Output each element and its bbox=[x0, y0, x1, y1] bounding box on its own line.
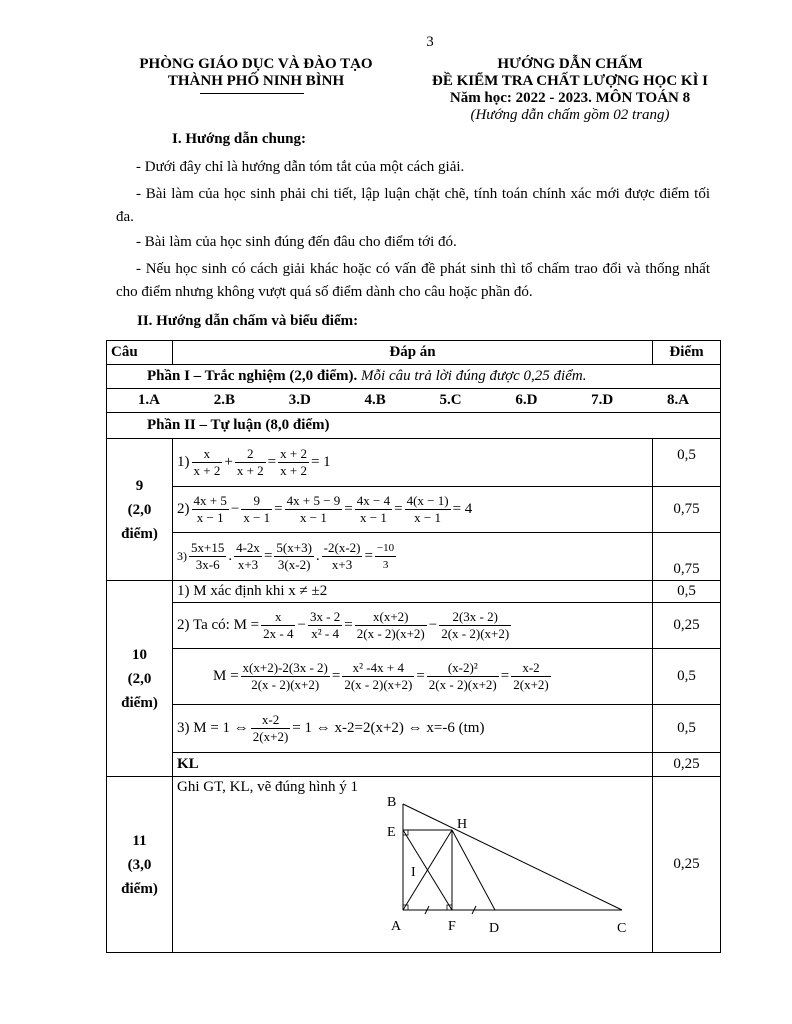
numerator: x bbox=[192, 446, 223, 463]
q9-s2-score: 0,75 bbox=[653, 487, 721, 533]
q9-s3-frac-a bbox=[189, 540, 226, 573]
head-dapan: Đáp án bbox=[173, 341, 653, 365]
part2-title: Phần II – Tự luận (8,0 điểm) bbox=[107, 413, 721, 439]
header-left-line2: THÀNH PHỐ NINH BÌNH bbox=[167, 73, 345, 89]
denominator: x − 1 bbox=[360, 510, 387, 525]
q9-s2: 2) $\frac{4x + 5}{x - 1}$ − $\frac{9}{x - 1}$ = $\frac{4x + 5 - 9}{x - 1}$ = $\frac{4x - 4}{x - 1}$ = $\frac{4(x - 1)}{x - 1}$ = 4 bbox=[173, 487, 653, 533]
segment-hd bbox=[452, 830, 495, 910]
denominator: 2(x - 2)(x+2) bbox=[441, 626, 510, 641]
q10-s3-frac-b bbox=[342, 660, 414, 693]
q10-s2-score: 0,25 bbox=[653, 603, 721, 649]
q10-s4-tail: = 1 ⇔ x-2=2(x+2) ⇔ x=-6 (tm) bbox=[292, 719, 485, 736]
q9-cau-cell bbox=[107, 439, 173, 581]
label-b: B bbox=[387, 796, 397, 810]
q9-s2-prefix: 2) bbox=[177, 500, 190, 517]
numerator: 2(3x - 2) bbox=[439, 609, 511, 626]
q9-s3-frac-b bbox=[234, 540, 262, 573]
q11-text: Ghi GT, KL, vẽ đúng hình ý 1 bbox=[177, 779, 358, 795]
answer-1: 1.A bbox=[137, 392, 160, 408]
grading-table bbox=[106, 340, 721, 953]
q10-points-unit: điểm) bbox=[121, 694, 158, 711]
q9-points-unit: điểm) bbox=[121, 525, 158, 542]
q11-points-unit: điểm) bbox=[121, 880, 158, 897]
denominator: x − 1 bbox=[196, 510, 224, 525]
q11-points: (3,0 bbox=[127, 856, 152, 873]
q10-s2-frac-d bbox=[439, 609, 511, 642]
denominator: 2x - 4 bbox=[263, 626, 294, 641]
denominator: x² - 4 bbox=[311, 626, 339, 641]
q9-s3: 3) $\frac{5x+15}{3x-6}$ . $\frac{4-2x}{x+3}$ = $\frac{5(x+3)}{3(x-2)}$ . $\frac{-2(x-2)}{x+3}$ = $\frac{-10}{3}$ bbox=[173, 533, 653, 581]
numerator: 5x+15 bbox=[191, 540, 225, 555]
numerator: x(x+2)-2(3x - 2) bbox=[242, 660, 328, 675]
q10-s4-score: 0,5 bbox=[653, 705, 721, 753]
denominator: x − 1 bbox=[300, 510, 327, 525]
numerator: 4-2x bbox=[236, 540, 260, 555]
numerator: 5(x+3) bbox=[276, 540, 312, 555]
q9-s3-prefix: 3) bbox=[177, 548, 187, 563]
section1-p4: - Nếu học sinh có cách giải khác hoặc có vấn đề phát sinh thì tổ chấm trao đổi và thống nhất cho điểm nhưng không vượt quá số điểm dành cho câu hoặc phần đó. bbox=[116, 261, 710, 300]
q10-s2-frac-c bbox=[355, 609, 427, 642]
denominator: 2(x - 2)(x+2) bbox=[251, 677, 320, 692]
q9-s2-frac-e bbox=[405, 493, 451, 526]
q9-s1-result: = 1 bbox=[310, 453, 331, 470]
q10-s4-frac-a bbox=[251, 712, 291, 745]
q10-conclusion: KL bbox=[173, 753, 653, 777]
q9-number: 9 bbox=[135, 477, 144, 494]
numerator: x(x+2) bbox=[355, 609, 427, 626]
q9-s2-frac-b bbox=[241, 493, 272, 526]
part1-row bbox=[107, 365, 721, 389]
header-left-underline bbox=[200, 93, 304, 94]
q11-cau-cell bbox=[107, 777, 173, 953]
label-h: H bbox=[457, 817, 468, 832]
header-right-line2: ĐỀ KIỂM TRA CHẤT LƯỢNG HỌC KÌ I bbox=[431, 73, 708, 89]
head-diem: Điểm bbox=[653, 341, 721, 365]
numerator: x + 2 bbox=[280, 446, 307, 461]
q10-s2-prefix: 2) Ta có: M = bbox=[177, 616, 260, 633]
section1-title: I. Hướng dẫn chung: bbox=[172, 131, 307, 147]
q10-s3-frac-c bbox=[427, 660, 499, 693]
q10-s4 bbox=[173, 705, 653, 753]
header-right-line1: HƯỚNG DẪN CHẤM bbox=[497, 56, 643, 72]
label-f: F bbox=[448, 919, 456, 934]
part1-note: Mỗi câu trả lời đúng được 0,25 điểm. bbox=[361, 368, 587, 384]
numerator: x-2 bbox=[251, 712, 291, 729]
denominator: x − 1 bbox=[243, 510, 271, 525]
header-left bbox=[116, 56, 396, 90]
header-left-line1: PHÒNG GIÁO DỤC VÀ ĐÀO TẠO bbox=[139, 56, 373, 72]
answer-8: 8.A bbox=[667, 392, 690, 408]
q9-s2-frac-a bbox=[192, 493, 229, 526]
denominator: 2(x+2) bbox=[513, 677, 549, 692]
header-right-line4: (Hướng dẫn chấm gồm 02 trang) bbox=[470, 107, 670, 123]
part1-title: Phần I – Trắc nghiệm (2,0 điểm). bbox=[147, 368, 358, 384]
q10-s2: 2) Ta có: M = $\frac{x}{2x - 4}$ − $\frac{3x - 2}{\text{x² - 4}}$ = $\frac{x(x+2)}{2(x - 2)(x+2)}$ − $\frac{2(3x - 2)}{2(x - 2)(x+2)}$ bbox=[173, 603, 653, 649]
numerator: -2(x-2) bbox=[323, 540, 361, 555]
head-cau: Câu bbox=[107, 341, 173, 365]
q9-s1-prefix: 1) bbox=[177, 453, 190, 470]
q10-number: 10 bbox=[132, 646, 147, 663]
q9-s3-score: 0,75 bbox=[653, 533, 721, 581]
q9-s1: 1) $\frac{x}{x + 2}$ + $\frac{2}{x + 2}$ = $\frac{x + 2}{x + 2}$ = 1 bbox=[173, 439, 653, 487]
q9-s3-frac-d bbox=[322, 540, 363, 573]
label-i: I bbox=[411, 865, 416, 880]
numerator: 2 bbox=[235, 446, 266, 463]
denominator: 2(x - 2)(x+2) bbox=[428, 677, 497, 692]
answer-7: 7.D bbox=[591, 392, 614, 408]
numerator: (x-2)² bbox=[427, 660, 499, 677]
q11-content bbox=[173, 777, 653, 953]
denominator: x + 2 bbox=[193, 463, 221, 478]
numerator: 4x + 5 − 9 bbox=[286, 493, 341, 508]
numerator: 3x - 2 bbox=[309, 609, 341, 624]
q9-s1-frac-c bbox=[278, 446, 309, 479]
q10-s3-score: 0,5 bbox=[653, 649, 721, 705]
q10-s4-prefix: 3) M = 1 ⇔ bbox=[177, 719, 249, 736]
numerator: x bbox=[261, 609, 295, 626]
q9-s2-result: = 4 bbox=[452, 500, 473, 517]
section1-p3: - Bài làm của học sinh đúng đến đâu cho điểm tới đó. bbox=[136, 234, 457, 250]
numerator: x-2 bbox=[511, 660, 551, 677]
q10-cau-cell bbox=[107, 581, 173, 777]
label-a: A bbox=[391, 919, 402, 934]
section1-p1: - Dưới đây chỉ là hướng dẫn tóm tắt của một cách giải. bbox=[136, 159, 465, 175]
q9-s2-frac-d bbox=[355, 493, 392, 526]
denominator: 3(x-2) bbox=[277, 557, 311, 572]
q10-s5-score: 0,25 bbox=[653, 753, 721, 777]
q10-s3-frac-d bbox=[511, 660, 551, 693]
page-number: 3 bbox=[426, 34, 434, 50]
q9-s1-score: 0,5 bbox=[653, 439, 721, 487]
answer-6: 6.D bbox=[515, 392, 538, 408]
geometry-figure bbox=[377, 796, 677, 946]
q10-s2-frac-a bbox=[261, 609, 295, 642]
numerator: 9 bbox=[241, 493, 272, 510]
denominator: 2(x+2) bbox=[252, 729, 289, 744]
label-c: C bbox=[617, 921, 627, 936]
denominator: 3x-6 bbox=[195, 557, 220, 572]
answer-5: 5.C bbox=[439, 392, 462, 408]
q10-s3-prefix: M = bbox=[213, 667, 239, 684]
numerator: 4(x − 1) bbox=[406, 493, 449, 508]
q10-s3: M = $\frac{x(x+2)-2(3x - 2)}{2(x - 2)(x+2)}$ = $\frac{\text{x² -4x + 4}}{2(x - 2)(x+2)}$ = $\frac{\text{(x-2)²}}{2(x - 2)(x+2)}$ = $\frac{x-2}{2(x+2)}$ bbox=[173, 649, 653, 705]
answers-list bbox=[111, 392, 716, 409]
q11-score: 0,25 bbox=[653, 777, 721, 953]
answers-row bbox=[107, 389, 721, 413]
numerator: 4x − 4 bbox=[356, 493, 391, 508]
q10-s1-score: 0,5 bbox=[653, 581, 721, 603]
q11-number: 11 bbox=[132, 832, 147, 849]
q9-points: (2,0 bbox=[127, 501, 152, 518]
denominator: x+3 bbox=[331, 557, 353, 572]
q9-s3-frac-c bbox=[274, 540, 314, 573]
q10-s2-frac-b bbox=[308, 609, 342, 642]
numerator: −10 bbox=[375, 540, 396, 557]
q9-s2-frac-c bbox=[285, 493, 343, 526]
header-right-line3: Năm học: 2022 - 2023. MÔN TOÁN 8 bbox=[449, 90, 691, 106]
denominator: x − 1 bbox=[414, 510, 441, 525]
denominator: x+3 bbox=[237, 557, 259, 572]
q10-points: (2,0 bbox=[127, 670, 152, 687]
label-d: D bbox=[489, 921, 500, 936]
q9-s3-frac-e bbox=[375, 540, 396, 573]
q10-s3-frac-a bbox=[241, 660, 330, 693]
denominator: 2(x - 2)(x+2) bbox=[356, 626, 425, 641]
q9-s1-frac-a bbox=[192, 446, 223, 479]
answer-2: 2.B bbox=[213, 392, 235, 408]
denominator: x + 2 bbox=[236, 463, 264, 478]
label-e: E bbox=[387, 825, 396, 840]
q10-s1: 1) M xác định khi x ≠ ±2 bbox=[173, 581, 653, 603]
denominator: 3 bbox=[382, 559, 389, 571]
q9-s1-frac-b bbox=[235, 446, 266, 479]
numerator: x² -4x + 4 bbox=[342, 660, 414, 677]
numerator: 4x + 5 bbox=[193, 493, 227, 508]
section2-title: II. Hướng dẫn chấm và biểu điểm: bbox=[137, 313, 359, 329]
answer-4: 4.B bbox=[364, 392, 386, 408]
header-right bbox=[400, 56, 740, 124]
answer-3: 3.D bbox=[288, 392, 311, 408]
denominator: 2(x - 2)(x+2) bbox=[344, 677, 413, 692]
denominator: x + 2 bbox=[280, 463, 307, 478]
section1-p2: - Bài làm của học sinh phải chi tiết, lập luận chặt chẽ, tính toán chính xác mới được điểm tối đa. bbox=[116, 186, 710, 225]
